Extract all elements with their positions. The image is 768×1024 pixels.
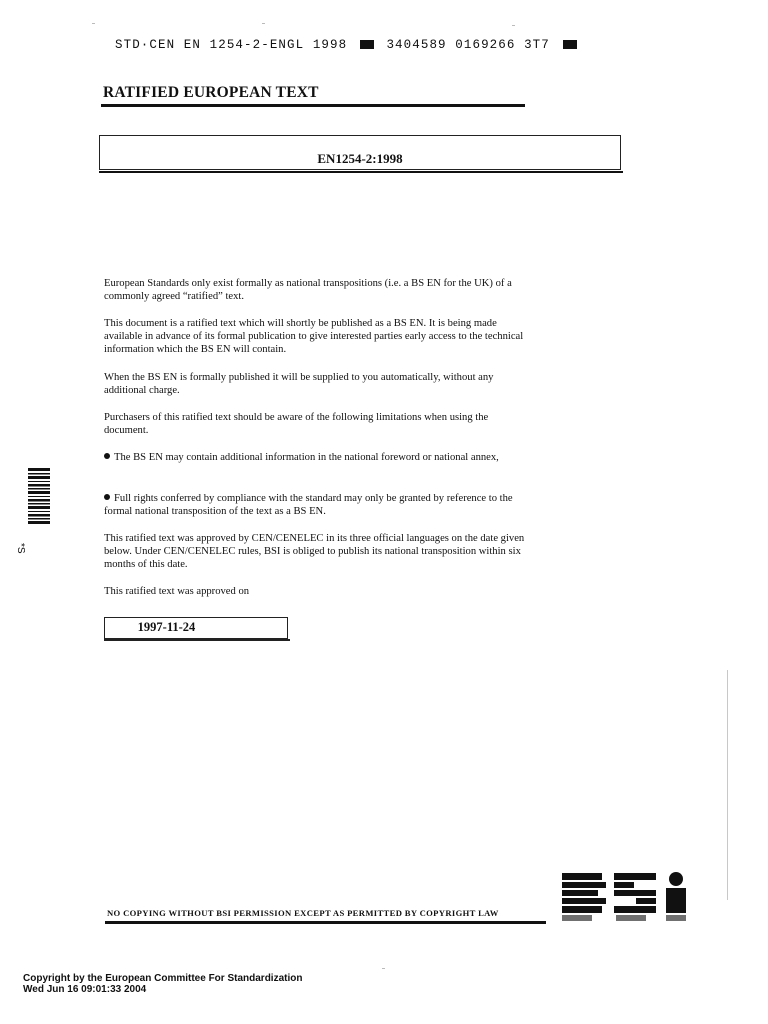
copyright-line-2: Wed Jun 16 09:01:33 2004 xyxy=(23,984,147,995)
paragraph-6: This ratified text was approved on xyxy=(104,586,250,597)
bullet-icon xyxy=(104,453,110,459)
control-code-part1: STD·CEN EN 1254-2-ENGL 1998 xyxy=(115,38,348,52)
paragraph-5: This ratified text was approved by CEN/CENELEC in its three official languages on the date given below. Under CEN/CENELEC rules, BSI is obliged to publish its national transposition within six months of this date. xyxy=(104,533,525,570)
barcode-icon xyxy=(28,468,50,524)
standard-box-rule xyxy=(99,171,623,173)
bullet-item-2: Full rights conferred by compliance with the standard may only be granted by reference to the formal national transposition of the text as a BS EN. xyxy=(104,493,513,517)
paragraph-4: Purchasers of this ratified text should be aware of the following limitations when using the document. xyxy=(104,412,489,436)
title-underline xyxy=(101,104,525,107)
marker-block xyxy=(563,40,577,49)
bullet-item-1: The BS EN may contain additional information in the national foreword or national annex, xyxy=(104,451,529,464)
approval-date-rule xyxy=(104,639,290,641)
bullet-icon xyxy=(104,494,110,500)
paragraph-1: European Standards only exist formally as national transpositions (i.e. a BS EN for the UK) of a commonly agreed “ratified” text. xyxy=(104,278,512,302)
side-mark: *S xyxy=(15,543,26,554)
standard-number: EN1254-2:1998 xyxy=(317,151,403,166)
page-title: RATIFIED EUROPEAN TEXT xyxy=(103,84,319,101)
paragraph-2: This document is a ratified text which will shortly be published as a BS EN. It is being made available in advance of its formal publication to give interested parties early access to the technical information which the BS EN will contain. xyxy=(104,318,524,355)
scan-artifact-line xyxy=(727,670,728,900)
copyright-notice: NO COPYING WITHOUT BSI PERMISSION EXCEPT AS PERMITTED BY COPYRIGHT LAW xyxy=(107,908,499,918)
control-code-part2: 3404589 0169266 3T7 xyxy=(386,38,550,52)
marker-block xyxy=(360,40,374,49)
document-control-code xyxy=(115,38,581,52)
copyright-line-1: Copyright by the European Committee For Standardization xyxy=(23,973,303,984)
footer-rule xyxy=(105,921,546,924)
scan-speck xyxy=(262,23,265,24)
copyright-stamp xyxy=(23,973,302,995)
scan-speck xyxy=(382,968,385,969)
approval-date: 1997-11-24 xyxy=(137,620,196,634)
scan-speck xyxy=(512,25,515,26)
paragraph-3: When the BS EN is formally published it will be supplied to you automatically, without any additional charge. xyxy=(104,372,494,396)
scan-speck xyxy=(92,23,95,24)
bsi-logo-icon xyxy=(562,871,690,923)
